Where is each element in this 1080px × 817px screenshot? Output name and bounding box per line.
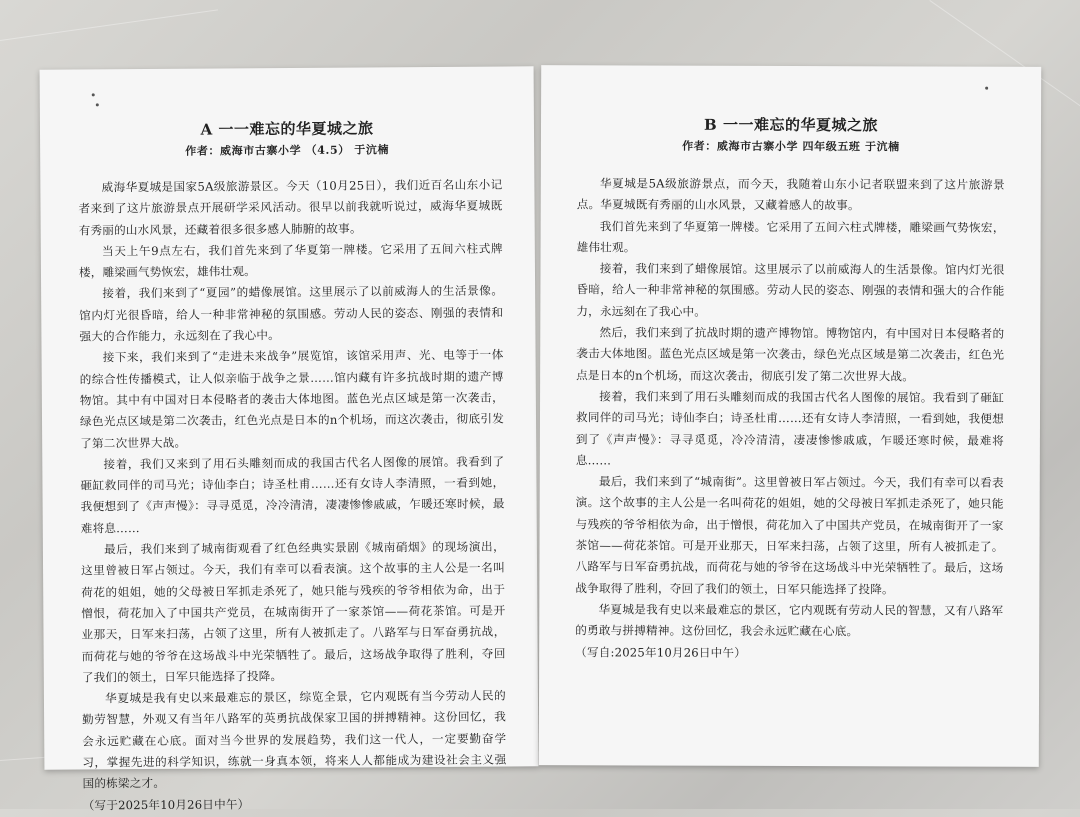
paragraph: 我们首先来到了华夏第一牌楼。它采用了五间六柱式牌楼，雕梁画气势恢宏，雄伟壮观。 (576, 218, 1005, 255)
marble-vein (0, 9, 218, 41)
document-page-b (539, 65, 1041, 767)
paragraph: 接着，我们又来到了用石头雕刻而成的我国古代名人图像的展馆。我看到了砸缸救同伴的司马光；诗仙李白；诗圣杜甫……还有女诗人李清照，一看到她，我便想到了《声声慢》：寻寻觅觅，冷冷清清，凄凄惨惨戚戚，乍暖还寒时候，最难将息…… (80, 454, 505, 536)
paragraph: 威海华夏城是国家5A级旅游景区。今天（10月25日），我们近百名山东小记者来到了这片旅游景点开展研学采风活动。很早以前我就听说过，威海华夏城既有秀丽的山水风景，还藏着很多很多感人肺腑的故事。 (78, 177, 503, 238)
paragraph: 当天上午9点左右，我们首先来到了华夏第一牌楼。它采用了五间六柱式牌楼，雕梁画气势恢宏，雄伟壮观。 (78, 241, 503, 280)
ink-speck (92, 93, 95, 96)
essay-body (575, 173, 1005, 664)
paragraph: 接下来，我们来到了“走进未来战争”展览馆，该馆采用声、光、电等于一体的综合性传播模式，让人似亲临于战争之景……馆内藏有许多抗战时期的遗产博物馆。其中有中国对日本侵略者的袭击大体地图。蓝色光点区域是第一次袭击，绿色光点区域是第二次袭击，红色光点是日本的n个机场，而这次袭击，彻底引发了第二次世界大战。 (79, 347, 505, 451)
paragraph: 接着，我们来到了用石头雕刻而成的我国古代名人图像的展馆。我看到了砸缸救同伴的司马光；诗仙李白；诗圣杜甫……还有女诗人李清照，一看到她，我便想到了《声声慢》：寻寻觅觅，冷冷清清，凄凄惨惨戚戚，乍暖还寒时候，最难将息…… (575, 389, 1005, 468)
paragraph: 最后，我们来到了城南街观看了红色经典实景剧《城南硝烟》的现场演出，这里曾被日军占领过。今天，我们有幸可以看表演。这个故事的主人公是一名叫荷花的姐姐，她的父母被日军抓走杀死了，她只能与残疾的爷爷相依为命，出于憎恨，荷花加入了中国共产党员，在城南街开了一家茶馆——荷花茶馆。可是开业那天，日军来扫荡，占领了这里，所有人被抓走了。八路军与日军奋勇抗战，而荷花与她的爷爷在这场战斗中光荣牺牲了。最后，这场战争取得了胜利，夺回了我们的领土，日军只能选择了投降。 (81, 539, 506, 685)
page-title: A 一一难忘的华夏城之旅 (200, 119, 374, 139)
paragraph: 接着，我们来到了“夏园”的蜡像展馆。这里展示了以前威海人的生活景像。馆内灯光很昏暗，给人一种非常神秘的氛围感。劳动人民的姿态、刚强的表情和强大的合作能力，永远刻在了我心中。 (79, 283, 504, 344)
signoff-date: （写于2025年10月26日中午） (82, 796, 250, 813)
paragraph: 华夏城是我有史以来最难忘的景区，它内观既有劳动人民的智慧，又有八路军的勇敢与拼搏精神。这份回忆，我会永远贮藏在心底。 (575, 602, 1004, 639)
ink-speck (96, 103, 99, 106)
paragraph: 然后，我们来到了抗战时期的遗产博物馆。博物馆内，有中国对日本侵略者的袭击大体地图。蓝色光点区域是第一次袭击，绿色光点区域是第二次袭击，红色光点是日本的n个机场，而这次袭击，彻底引发了第二次世界大战。 (576, 325, 1005, 384)
author-line: 作者：威海市古寨小学 四年级五班 于沆楠 (682, 139, 900, 154)
signoff-date: （写自:2025年10月26日中午） (575, 644, 747, 660)
paragraph: 接着，我们来到了蜡像展馆。这里展示了以前威海人的生活景像。馆内灯光很昏暗，给人一种非常神秘的氛围感。劳动人民的姿态、刚强的表情和强大的合作能力，永远刻在了我心中。 (576, 261, 1005, 319)
essay-body (78, 175, 506, 817)
document-page-a (40, 66, 539, 813)
ink-speck (985, 87, 988, 90)
paragraph: 华夏城是5A级旅游景点，而今天，我随着山东小记者联盟来到了这片旅游景点。华夏城既有秀丽的山水风景，又藏着感人的故事。 (576, 176, 1005, 213)
author-line: 作者：威海市古寨小学 （4.5） 于沆楠 (185, 143, 390, 158)
paragraph: 华夏城是我有史以来最难忘的景区，综览全景，它内观既有当今劳动人民的勤劳智慧，外观又有当年八路军的英勇抗战保家卫国的拼搏精神。这份回忆，我会永远贮藏在心底。面对当今世界的发展趋势，我们这一代人，一定要勤奋学习，掌握先进的科学知识，练就一身真本领，将来人人都能成为建设社会主义强国的栋梁之才。 (82, 688, 507, 791)
paragraph: 最后，我们来到了“城南街”。这里曾被日军占领过。今天，我们有幸可以看表演。这个故事的主人公是一名叫荷花的姐姐，她的父母被日军抓走杀死了，她只能与残疾的爷爷相依为命，出于憎恨，荷花加入了中国共产党员，在城南街开了一家茶馆——荷花茶馆。可是开业那天，日军来扫荡，占领了这里，所有人被抓走了。八路军与日军奋勇抗战，而荷花与她的爷爷在这场战斗中光荣牺牲了。最后，这场战争取得了胜利，夺回了我们的领土，日军只能选择了投降。 (575, 474, 1004, 597)
page-title: B 一一难忘的华夏城之旅 (704, 115, 878, 135)
